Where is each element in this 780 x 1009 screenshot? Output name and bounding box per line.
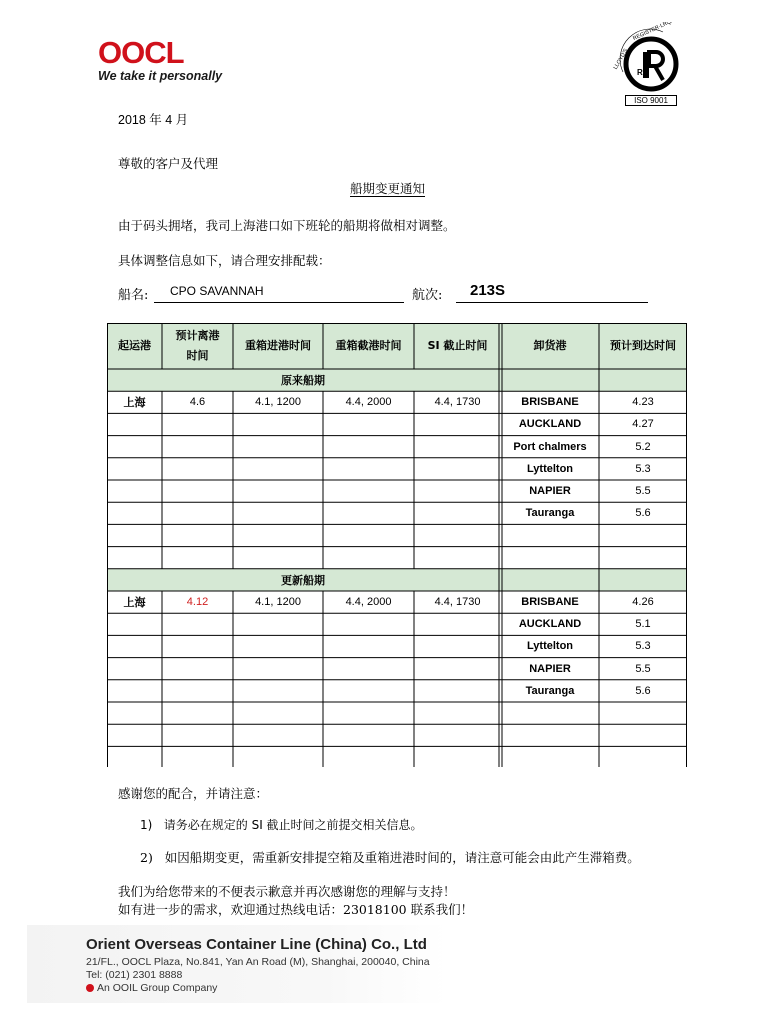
table-header-cell: 重箱进港时间 [245,339,311,352]
note-2: 2) 如因船期变更，需重新安排提空箱及重箱进港时间的，请注意可能会由此产生滞箱费。 [140,850,640,865]
vessel-info [118,282,658,304]
notice-title: 船期变更通知 [350,181,426,196]
eta-cell: 5.6 [635,684,651,697]
eta-cell: 5.1 [635,618,651,631]
table-header-cell: 卸货港 [533,339,567,352]
eta-cell: 4.23 [632,396,654,409]
etd-cell: 4.6 [189,396,206,409]
lrqa-seal-icon [603,22,683,96]
ship-name-underline [154,302,404,303]
apology-line: 我们为给您带来的不便表示歉意并再次感谢您的理解与支持！ [118,884,456,899]
si-cutoff-cell: 4.4, 1730 [434,396,481,409]
discharge-port-cell: Lyttelton [526,462,574,475]
discharge-port-cell: Tauranga [525,684,575,697]
eta-cell: 5.6 [635,507,651,520]
discharge-port-cell: AUCKLAND [518,618,582,631]
eta-cell: 4.27 [632,418,654,431]
table-header-cell: 预计到达时间 [610,339,676,352]
table-header-cell: 预计离港 时间 [175,329,220,362]
discharge-port-cell: BRISBANE [521,596,579,609]
letter-date: 2018 年 4 月 [118,113,189,127]
footer-tel: Tel: (021) 2301 8888 [86,969,183,981]
cy-open-cell: 4.1, 1200 [255,596,301,609]
contact-line: 如有进一步的需求，欢迎通过热线电话：23018100 联系我们！ [118,902,474,917]
eta-cell: 5.3 [635,640,651,653]
logo-tagline: We take it personally [98,69,223,83]
discharge-port-cell: Lyttelton [526,640,574,653]
iso-certification-mark [603,22,683,110]
oocl-logo [98,35,228,86]
ooil-logo-icon [86,984,94,992]
discharge-port-cell: Port chalmers [513,440,587,453]
section-title: 原来船期 [281,374,325,388]
footer-address: 21/FL., OOCL Plaza, No.841, Yan An Road (M), Shanghai, 200040, China [86,956,430,968]
logo-wordmark: OOCL [98,35,184,70]
note-1: 1) 请务必在规定的 SI 截止时间之前提交相关信息。 [140,818,423,832]
footer-company: Orient Overseas Container Line (China) Co., Ltd [86,936,427,953]
intro-paragraph: 由于码头拥堵，我司上海港口如下班轮的船期将做相对调整。 [118,218,456,233]
cy-cutoff-cell: 4.4, 2000 [345,596,392,609]
thanks-line: 感谢您的配合，并请注意： [118,786,269,801]
eta-cell: 5.5 [635,485,651,498]
ship-name-value: CPO SAVANNAH [170,284,264,298]
section-title: 更新船期 [281,573,325,587]
eta-cell: 5.5 [635,662,651,675]
discharge-port-cell: BRISBANE [521,396,579,409]
discharge-port-cell: NAPIER [529,485,571,498]
voyage-underline [456,302,648,303]
discharge-port-cell: AUCKLAND [518,418,582,431]
cy-open-cell: 4.1, 1200 [255,396,301,409]
schedule-table [107,323,687,767]
voyage-value: 213S [470,282,506,299]
table-header-cell: SI 截止时间 [427,339,488,352]
origin-port-cell: 上海 [123,596,146,610]
ship-name-label: 船名: [118,288,149,303]
discharge-port-cell: NAPIER [529,662,571,675]
voyage-label: 航次: [412,288,443,303]
discharge-port-cell: Tauranga [525,507,575,520]
svg-text:R: R [637,68,643,77]
si-cutoff-cell: 4.4, 1730 [434,596,481,609]
company-footer [27,925,447,1003]
svg-text:REGISTER·LRQA: REGISTER·LRQA [632,22,676,43]
eta-cell: 5.3 [635,462,651,475]
footer-group [86,982,217,994]
svg-text:LLOYD'S: LLOYD'S [612,47,630,71]
etd-cell: 4.12 [186,596,209,609]
letter-greeting: 尊敬的客户及代理 [118,156,219,171]
table-header-cell: 重箱截港时间 [335,339,402,352]
footer-group-text: An OOIL Group Company [97,982,218,994]
origin-port-cell: 上海 [123,396,146,410]
eta-cell: 4.26 [632,596,654,609]
eta-cell: 5.2 [635,440,651,453]
iso-9001-label: ISO 9001 [625,95,677,106]
cy-cutoff-cell: 4.4, 2000 [345,396,392,409]
instruction-paragraph: 具体调整信息如下，请合理安排配载： [118,253,331,268]
table-header-cell: 起运港 [118,339,151,352]
